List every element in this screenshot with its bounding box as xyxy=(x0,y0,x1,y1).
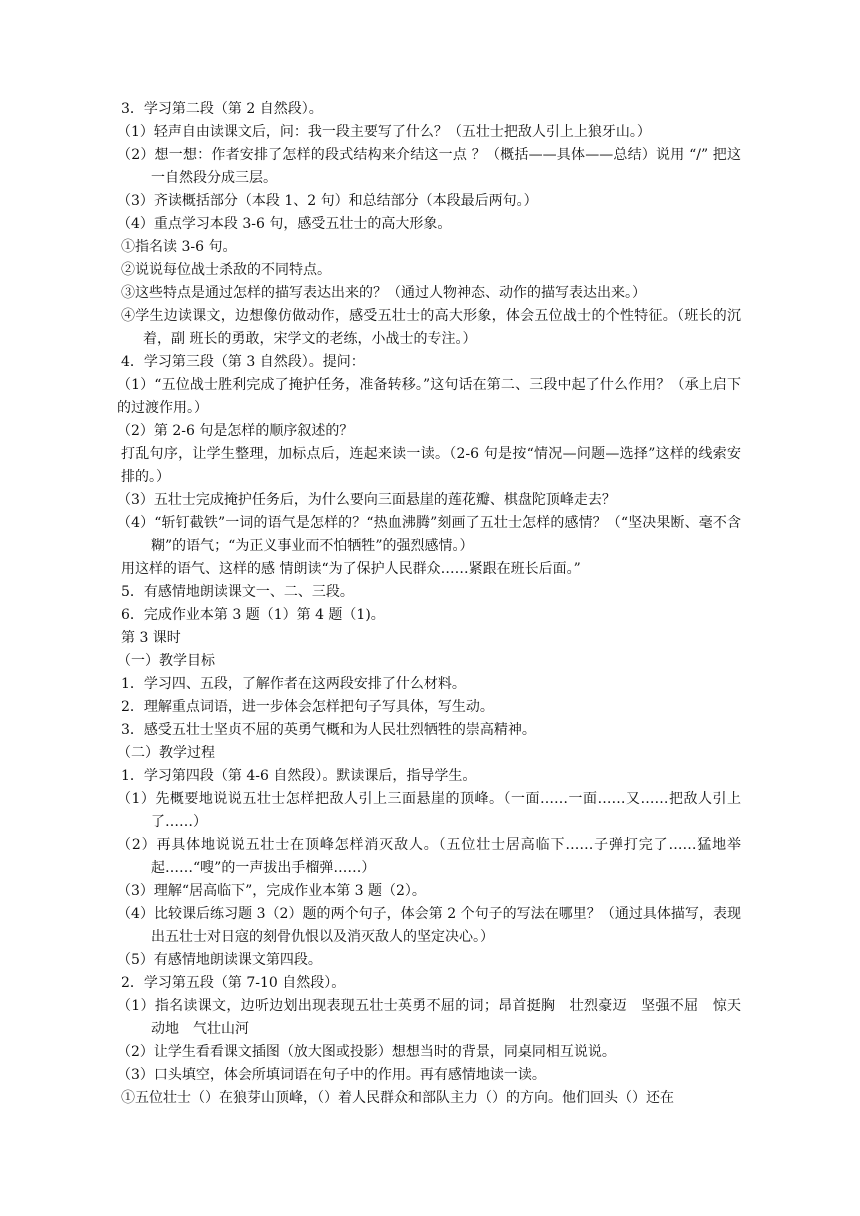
list-item: 3．感受五壮士坚贞不屈的英勇气概和为人民壮烈牺牲的崇高精神。 xyxy=(121,722,536,738)
paragraph: 用这样的语气、这样的感 情朗读“为了保护人民群众……紧跟在班长后面。” xyxy=(121,561,581,577)
list-item: 2．理解重点词语，进一步体会怎样把句子写具体，写生动。 xyxy=(121,699,494,715)
paragraph: （2）再具体地说说五壮士在顶峰怎样消灭敌人。（五位壮士居高临下……子弹打完了……猛地举起……“嗖”的一声拔出手榴弹……） xyxy=(117,837,741,876)
paragraph: （5）有感情地朗读课文第四段。 xyxy=(117,952,322,968)
paragraph: （2）让学生看看课文插图（放大图或投影）想想当时的背景，同桌同相互说说。 xyxy=(117,1044,616,1060)
paragraph: （4）重点学习本段 3-6 句，感受五壮士的高大形象。 xyxy=(117,216,452,232)
section-heading: 5．有感情地朗读课文一、二、三段。 xyxy=(121,584,354,600)
paragraph: （2）想一想：作者安排了怎样的段式结构来介结这一点 ？（概括——具体——总结）说用 “/” 把这一自然段分成三层。 xyxy=(117,147,741,186)
paragraph: （1）“五位战士胜利完成了掩护任务，准备转移。”这句话在第二、三段中起了什么作用？（承上启下的过渡作用。） xyxy=(117,377,741,416)
list-item: ②说说每位战士杀敌的不同特点。 xyxy=(121,262,331,278)
document-body xyxy=(117,98,741,1110)
list-item: ①五位壮士（）在狼芽山顶峰，（）着人民群众和部队主力（）的方向。他们回头（）还在 xyxy=(121,1090,674,1106)
lesson-heading: 第 3 课时 xyxy=(121,630,181,646)
subsection-heading: （一）教学目标 xyxy=(117,653,215,669)
paragraph: （2）第 2-6 句是怎样的顺序叙述的？ xyxy=(117,423,354,439)
section-heading: 1．学习第四段（第 4-6 自然段）。默读课后，指导学生。 xyxy=(121,768,477,784)
paragraph: （3）五壮士完成掩护任务后，为什么要向三面悬崖的莲花瓣、棋盘陀顶峰走去？ xyxy=(117,492,616,508)
list-item: ③这些特点是通过怎样的描写表达出来的？（通过人物神态、动作的描写表达出来。） xyxy=(121,285,646,301)
list-item: ④学生边读课文，边想像仿做动作，感受五壮士的高大形象，体会五位战士的个性特征。（班长的沉着，副 班长的勇敢，宋学文的老练，小战士的专注。） xyxy=(121,308,741,347)
paragraph: （3）理解“居高临下”，完成作业本第 3 题（2）。 xyxy=(117,883,426,899)
paragraph: （1）指名读课文，边听边划出现表现五壮士英勇不屈的词；昂首挺胸 壮烈豪迈 坚强不屈 惊天动地 气壮山河 xyxy=(117,998,741,1037)
list-item: ①指名读 3-6 句。 xyxy=(121,239,237,255)
paragraph: （4）“斩钉截铁”一词的语气是怎样的？“热血沸腾”刻画了五壮士怎样的感情？（“坚决果断、毫不含糊”的语气；“为正义事业而不怕牺牲”的强烈感情。） xyxy=(117,515,741,554)
paragraph: （3）口头填空，体会所填词语在句子中的作用。再有感情地读一读。 xyxy=(117,1067,546,1083)
subsection-heading: （二）教学过程 xyxy=(117,745,215,761)
paragraph: 打乱句序，让学生整理，加标点后，连起来读一读。（2-6 句是按“情况—问题—选择”这样的线索安排的。） xyxy=(121,446,741,485)
paragraph: （1）先概要地说说五壮士怎样把敌人引上三面悬崖的顶峰。（一面……一面……又……把敌人引上了……） xyxy=(117,791,741,830)
paragraph: （4）比较课后练习题 3（2）题的两个句子，体会第 2 个句子的写法在哪里？（通过具体描写，表现出五壮士对日寇的刻骨仇恨以及消灭敌人的坚定决心。） xyxy=(117,906,741,945)
list-item: 1．学习四、五段，了解作者在这两段安排了什么材料。 xyxy=(121,676,466,692)
section-heading: 4．学习第三段（第 3 自然段）。提问： xyxy=(121,354,365,370)
paragraph: （3）齐读概括部分（本段 1、2 句）和总结部分（本段最后两句。） xyxy=(117,193,538,209)
section-heading: 6．完成作业本第 3 题（1）第 4 题（1)。 xyxy=(121,607,385,623)
section-heading: 2．学习第五段（第 7-10 自然段）。 xyxy=(121,975,346,991)
paragraph: （1）轻声自由读课文后，问：我一段主要写了什么？（五壮士把敌人引上上狼牙山。） xyxy=(117,124,651,140)
section-heading: 3．学习第二段（第 2 自然段）。 xyxy=(121,101,323,117)
